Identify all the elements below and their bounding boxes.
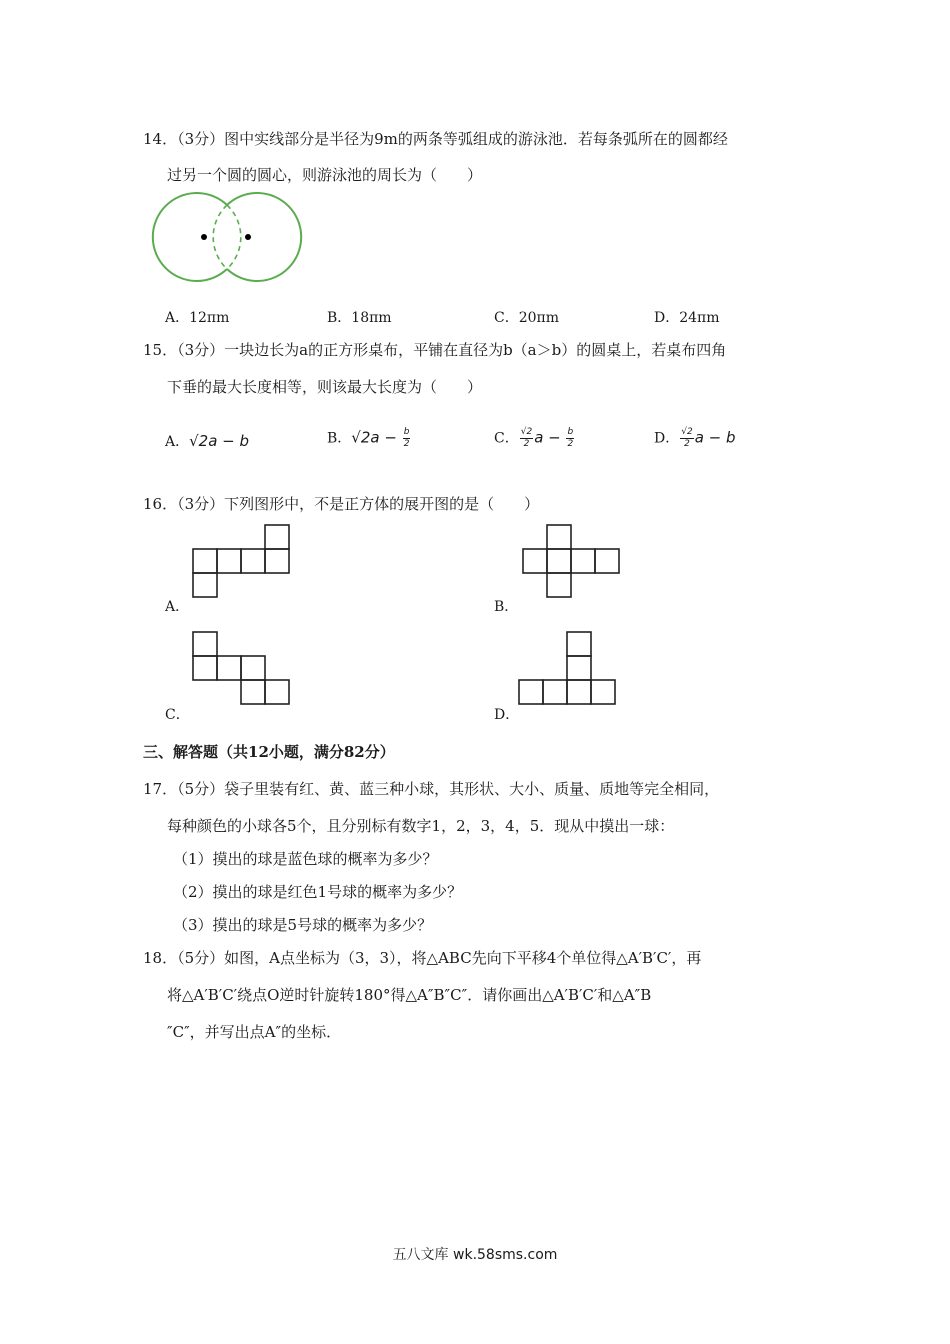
q16-net-b xyxy=(521,524,621,599)
q15-option-d-frac xyxy=(680,427,693,450)
q15-option-c-frac xyxy=(520,427,533,450)
q15-option-b-frac xyxy=(403,427,411,450)
q15-option-b-expr: √2a − xyxy=(351,428,402,447)
q17-sub1: （1）摸出的球是蓝色球的概率为多少？ xyxy=(173,850,438,868)
q14-option-c: C．20πm xyxy=(494,310,560,326)
q15-option-b xyxy=(327,427,411,450)
q18-line2: 将△A′B′C′绕点O逆时针旋转180°得△A″B″C″．请你画出△A′B′C′和△A″B xyxy=(167,986,652,1004)
center-point-right xyxy=(245,234,251,240)
q16-net-a xyxy=(192,524,292,599)
q16-net-d xyxy=(518,631,618,706)
q15-option-d-expr: a − b xyxy=(694,428,736,447)
q15-option-a xyxy=(165,431,249,451)
q15-option-d xyxy=(654,427,736,450)
pool-right-arc xyxy=(227,193,301,281)
frac-num: b xyxy=(403,427,410,437)
q16-line1: 16．（3分）下列图形中，不是正方体的展开图的是（ ） xyxy=(143,495,540,513)
q15-option-a-expr: √2a − b xyxy=(189,432,250,450)
q15-option-c-expr: a − xyxy=(534,428,566,447)
q14-option-a: A．12πm xyxy=(165,310,230,326)
footer-watermark: 五八文库 wk.58sms.com xyxy=(392,1247,558,1263)
q15-line2: 下垂的最大长度相等，则该最大长度为（ ） xyxy=(167,378,483,396)
pool-inner-dashed-left xyxy=(213,205,227,269)
pool-left-arc xyxy=(153,193,227,281)
q15-option-c-frac2 xyxy=(566,427,574,450)
q17-line1: 17．（5分）袋子里装有红、黄、蓝三种小球，其形状、大小、质量、质地等完全相同， xyxy=(143,780,720,798)
frac-den: 2 xyxy=(403,439,410,449)
q16-option-b-label: B． xyxy=(494,599,519,615)
q15-option-c xyxy=(494,427,575,450)
q14-pool-figure xyxy=(160,192,295,282)
q15-option-c-label: C． xyxy=(494,430,519,447)
q18-line3: ″C″，并写出点A″的坐标． xyxy=(167,1023,342,1041)
q16-option-d-label: D． xyxy=(494,707,520,723)
frac-den: 2 xyxy=(523,439,530,449)
q14-line1: 14．（3分）图中实线部分是半径为9m的两条等弧组成的游泳池．若每条弧所在的圆都经 xyxy=(143,130,728,148)
q14-line2: 过另一个圆的圆心，则游泳池的周长为（ ） xyxy=(167,166,483,184)
q17-line2: 每种颜色的小球各5个，且分别标有数字1，2，3，4，5．现从中摸出一球： xyxy=(167,817,675,835)
frac-den: 2 xyxy=(684,439,690,449)
q15-option-b-label: B． xyxy=(327,430,352,447)
q18-line1: 18．（5分）如图，A点坐标为（3，3），将△ABC先向下平移4个单位得△A′B′C′，再 xyxy=(143,949,702,967)
frac-num: √2 xyxy=(681,427,693,437)
q16-option-a-label: A． xyxy=(165,599,190,615)
pool-inner-dashed-right xyxy=(227,205,241,269)
center-point-left xyxy=(201,234,207,240)
q15-option-a-label: A． xyxy=(165,434,190,450)
q17-sub2: （2）摸出的球是红色1号球的概率为多少？ xyxy=(173,883,463,901)
frac-den: 2 xyxy=(567,439,574,449)
q17-sub3: （3）摸出的球是5号球的概率为多少？ xyxy=(173,916,433,934)
frac-num: √2 xyxy=(520,427,533,437)
q15-option-d-label: D． xyxy=(654,430,680,447)
frac-num: b xyxy=(567,427,574,437)
q14-option-d: D．24πm xyxy=(654,310,720,326)
section-title: 三、解答题（共12小题，满分82分） xyxy=(143,743,395,761)
q14-option-b: B．18πm xyxy=(327,310,392,326)
q16-net-c xyxy=(192,631,292,706)
q16-option-c-label: C． xyxy=(165,707,190,723)
q15-line1: 15．（3分）一块边长为a的正方形桌布，平铺在直径为b（a＞b）的圆桌上，若桌布四角 xyxy=(143,341,727,359)
